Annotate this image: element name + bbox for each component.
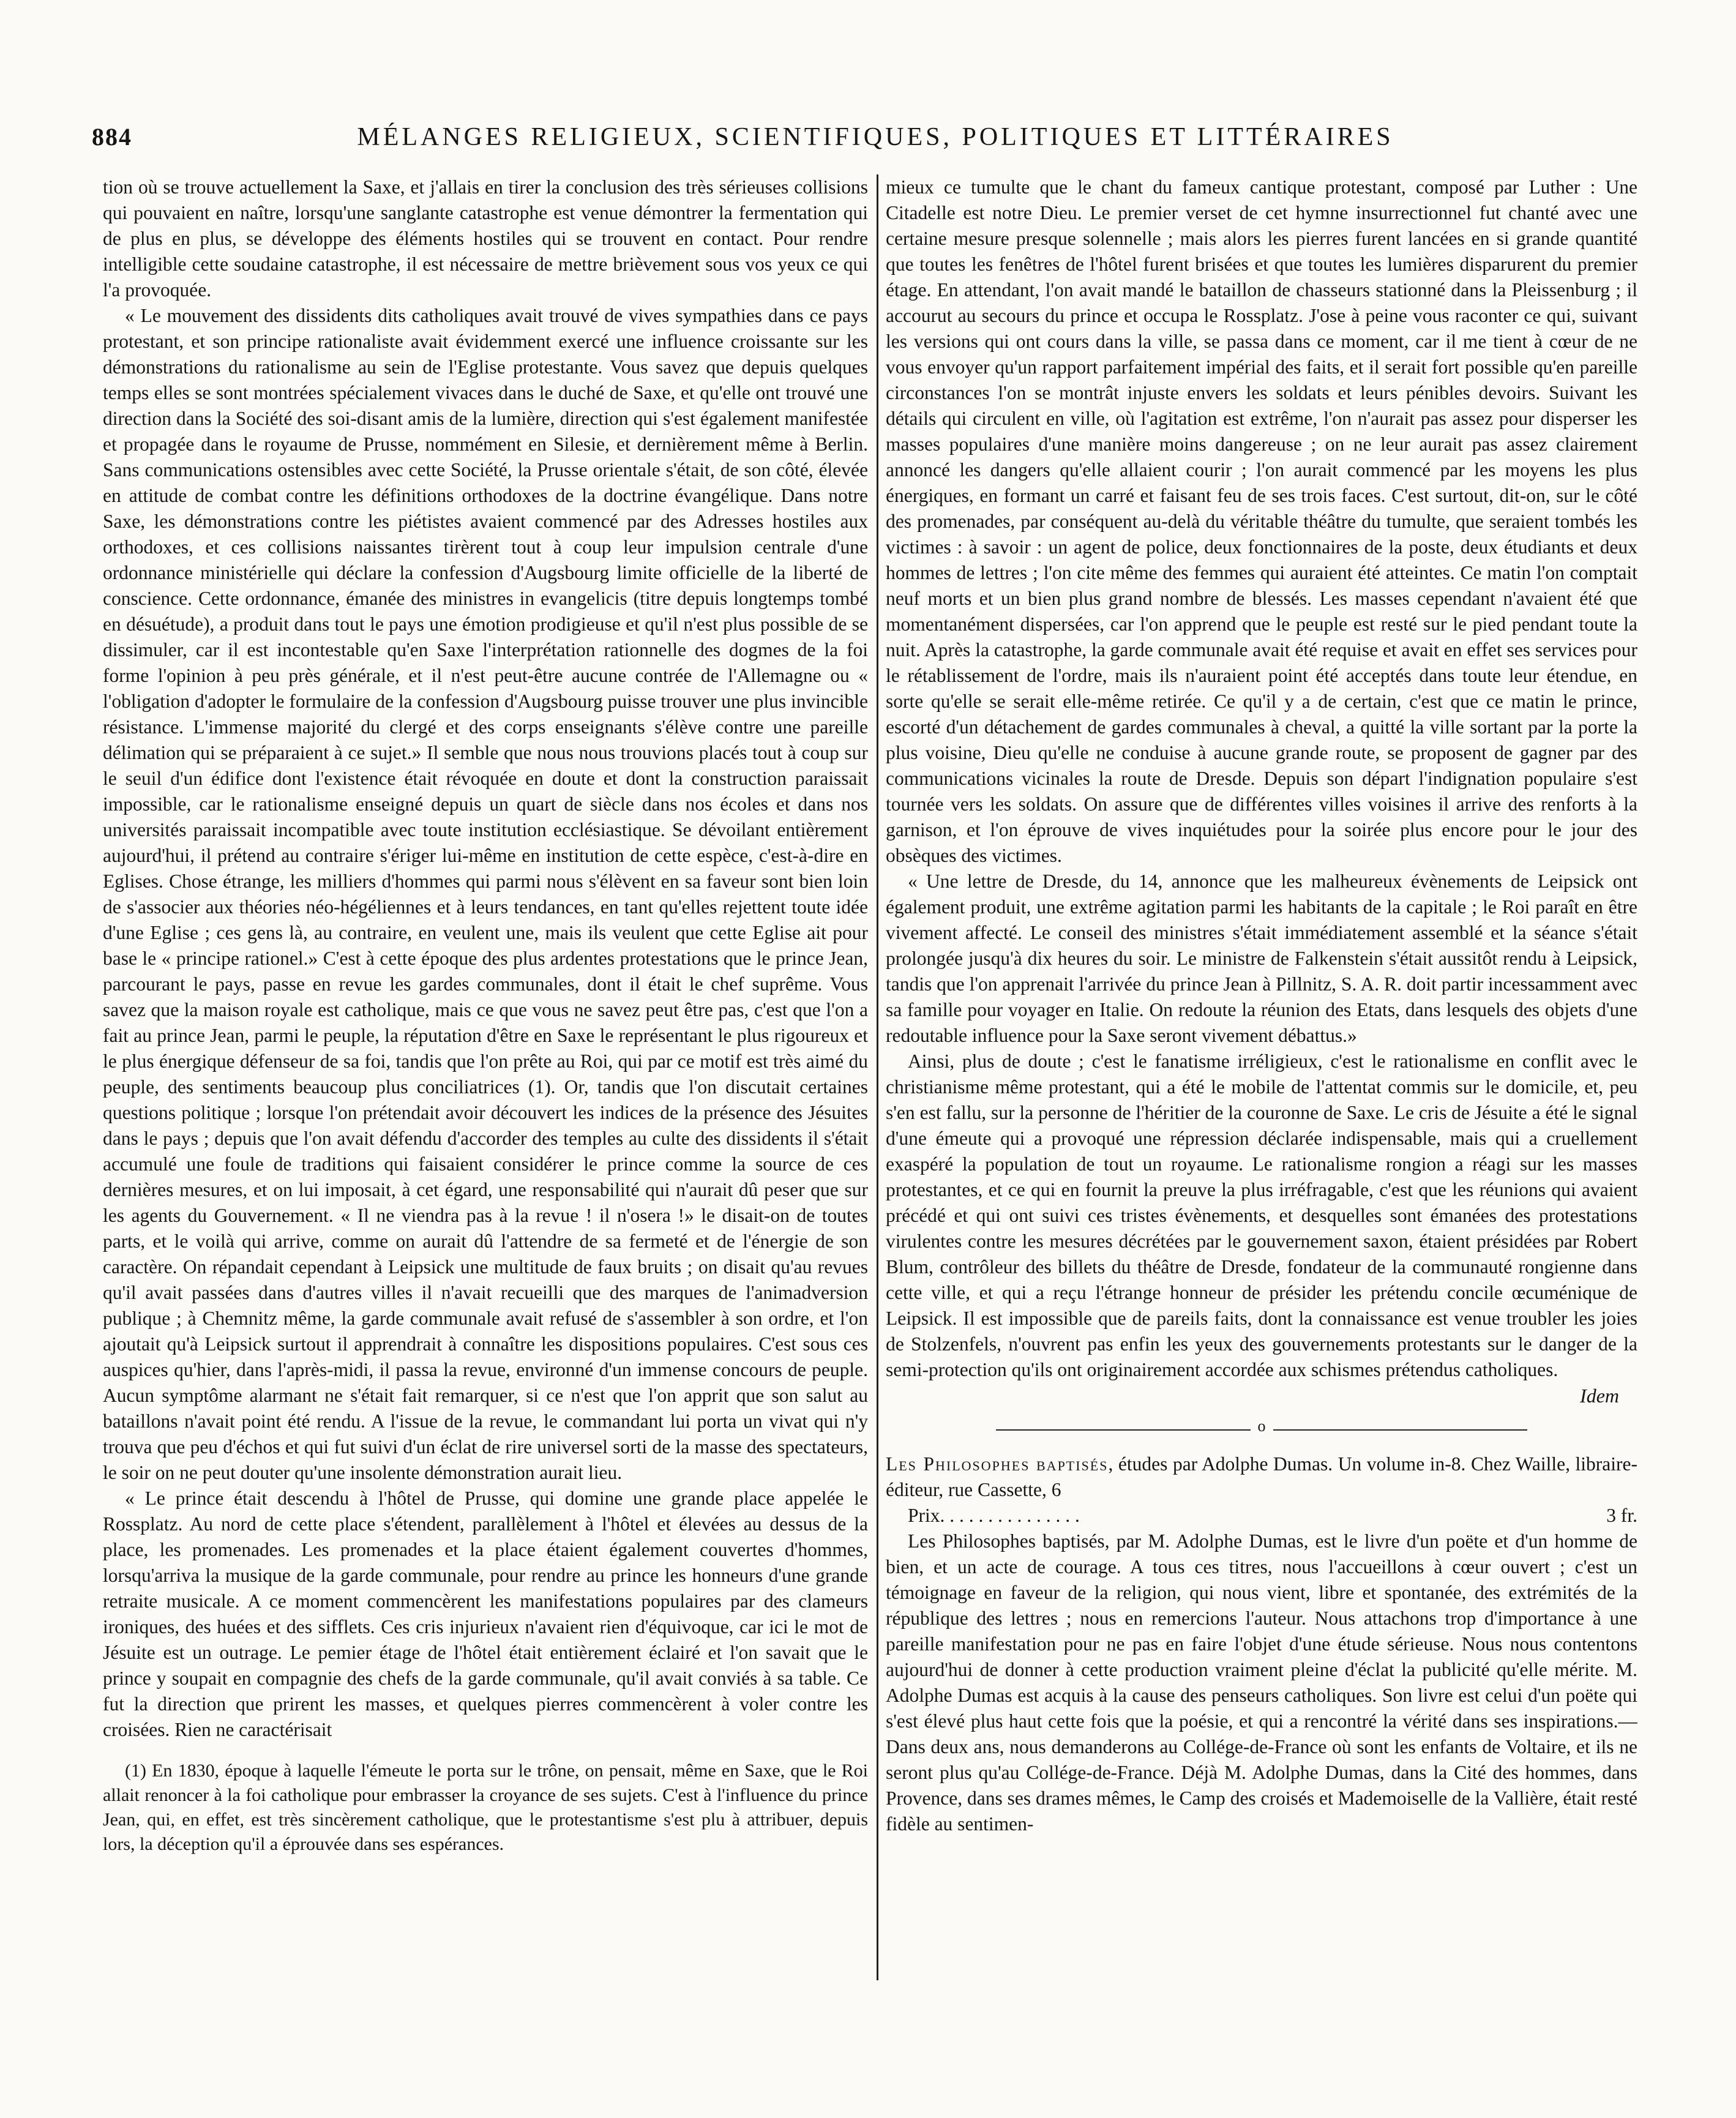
review-heading: [886, 1451, 1637, 1503]
review-text: Les Philosophes baptisés, par M. Adolphe Dumas, est le livre d'un poëte et d'un homme de bien, et un acte de courage. A tous ces titres, nous l'accueillons à cœur ouvert ; c'est un témoignage en faveur de la religion, qui nous vient, libre et spontanée, des extrémités de la république des lettres ; nous en remercions l'auteur. Nous attachons trop d'importance à une pareille manifestation pour ne pas en faire l'objet d'une étude sérieuse. Nous nous contentons aujourd'hui de donner à cette production vraiment pleine d'éclat la publicité qu'elle mérite. M. Adolphe Dumas est acquis à la cause des penseurs catholiques. Son livre est celui d'un poëte qui s'est élevé plus haut cette fois que la poésie, et qui a rencontré la vérité dans ses inspirations.—Dans deux ans, nous demanderons au Collége-de-France où sont les enfants de Voltaire, et ils ne seront plus qu'au Collége-de-France. Déjà M. Adolphe Dumas, dans la Cité des hommes, dans Provence, dans ses drames mêmes, le Camp des croisés et Mademoiselle de la Vallière, était resté fidèle au sentimen-: [886, 1530, 1637, 1835]
paragraph: tion où se trouve actuellement la Saxe, et j'allais en tirer la conclusion des très sérieuses collisions qui pouvaient en naître, lorsqu'une sanglante catastrophe est venue démontrer la fermentation qui de plus en plus, se développe des éléments hostiles qui se trouvent en contact. Pour rendre intelligible cette soudaine catastrophe, il est nécessaire de mettre brièvement sous vos yeux ce qui l'a provoquée.: [103, 176, 868, 301]
paragraph: Ainsi, plus de doute ; c'est le fanatisme irréligieux, c'est le rationalisme en conflit avec le christianisme même protestant, qui a été le mobile de l'attentat commis sur le domicile, et, peu s'en est fallu, sur la personne de l'héritier de la couronne de Saxe. Le cris de Jésuite a été le signal d'une émeute qui a provoqué une répression déclarée indispensable, mais qui a cruellement exaspéré la population de tout un royaume. Le rationalisme rongion a réagi sur les masses protestantes, et ce qui en fournit la preuve la plus irréfragable, c'est que les réunions qui avaient précédé et qui ont suivi ces tristes évènements, et desquelles sont émanées des protestations virulentes contre les mesures décrétées par le gouvernement saxon, étaient présidées par Robert Blum, contrôleur des billets du théâtre de Dresde, fondateur de la communauté rongienne dans cette ville, et qui a reçu l'étrange honneur de présider les prétendu concile œcuménique de Leipsick. Il est impossible que de pareils faits, dont la connaissance est venue troubler les joies de Stolzenfels, n'ouvrent pas enfin les yeux des gouvernements protestants sur le danger de la semi-protection qu'ils ont originairement accordée aux schismes prétendus catholiques.: [886, 1050, 1637, 1380]
signature: Idem: [1580, 1385, 1619, 1407]
price-label: Prix. . . . . . . . . . . . . . .: [908, 1505, 1080, 1526]
review-price: [886, 1503, 1637, 1529]
left-column: [103, 174, 868, 2029]
paragraph: « Une lettre de Dresde, du 14, annonce que les malheureux évènements de Leipsick ont également produit, une extrême agitation parmi les habitants de la capitale ; le Roi paraît en être vivement affecté. Le conseil des ministres s'était immédiatement assemblé et la séance s'était prolongée jusqu'à dix heures du soir. Le ministre de Falkenstein s'était aussitôt rendu à Leipsick, tandis que l'on apprenait l'arrivée du prince Jean à Pillnitz, S. A. R. doit partir incessamment avec sa famille pour voyager en Italie. On redoute la réunion des Etats, dans lesquels des objets d'une redoutable influence pour la Saxe seront vivement débattus.»: [886, 870, 1637, 1046]
price-value: 3 fr.: [1606, 1505, 1637, 1526]
footnote: (1) En 1830, époque à laquelle l'émeute le porta sur le trône, on pensait, même en Saxe, que le Roi allait renoncer à la foi catholique pour embrasser la croyance de ses sujets. C'est à l'influence du prince Jean, qui, en effet, est très sincèrement catholique, que le protestantisme s'est plu à attribuer, depuis lors, la déception qu'il a éprouvée dans ses espérances.: [103, 1761, 868, 1854]
running-header: [92, 122, 1659, 159]
paragraph: « Le prince était descendu à l'hôtel de Prusse, qui domine une grande place appelée le Rossplatz. Au nord de cette place s'étendent, parallèlement à l'hôtel et élevées au dessus de la place, les promenades. Les promenades et la place étaient également couvertes d'hommes, lorsqu'arriva la musique de la garde communale, pour rendre au prince les honneurs d'une grande retraite musicale. A ce moment commencèrent les manifestations populaires par des clameurs ironiques, des huées et des sifflets. Ces cris injurieux n'avaient rien d'équivoque, car ici le mot de Jésuite est un outrage. Le pemier étage de l'hôtel était entièrement éclairé et l'on savait que le prince y soupait en compagnie des chefs de la garde communale, qu'il avait conviés à sa table. Ce fut la direction que prirent les masses, et quelques pierres commencèrent à voler contre les croisées. Rien ne caractérisait: [103, 1487, 868, 1740]
separator-mark: o: [1251, 1417, 1273, 1435]
review-title: Les Philosophes baptisés: [886, 1453, 1109, 1475]
section-separator: [886, 1417, 1637, 1443]
column-divider: [877, 174, 878, 1980]
paragraph: « Le mouvement des dissidents dits catholiques avait trouvé de vives sympathies dans ce pays protestant, et son principe rationaliste avait évidemment exercé une influence croissante sur les démonstrations du rationalisme au sein de l'Eglise protestante. Vous savez que depuis quelques temps elles se sont montrées spécialement vivaces dans le duché de Saxe, et qu'elle ont trouvé une direction dans la Société des soi-disant amis de la lumière, direction qui s'est également manifestée et propagée dans le royaume de Prusse, nommément en Silesie, et dernièrement même à Berlin. Sans communications ostensibles avec cette Société, la Prusse orientale s'était, de son côté, élevée en attitude de combat contre les définitions orthodoxes de la doctrine évangélique. Dans notre Saxe, les démonstrations contre les piétistes avaient commencé par des Adresses hostiles aux orthodoxes, et ces collisions naissantes tirèrent tout à coup leur impulsion centrale d'une ordonnance ministérielle qui déclare la confession d'Augsbourg limite officielle de la liberté de conscience. Cette ordonnance, émanée des ministres in evangelicis (titre depuis longtemps tombé en désuétude), a produit dans tout le pays une émotion prodigieuse et qu'il n'est plus possible de se dissimuler, car il est incontestable qu'en Saxe l'interprétation rationnelle des dogmes de la foi forme l'opinion à peu près générale, et il n'est peut-être aucune contrée de l'Allemagne ou « l'obligation d'adopter le formulaire de la confession d'Augsbourg puisse trouver une plus invincible résistance. L'immense majorité du clergé et des corps enseignants s'élève contre une pareille délimation qui se préparaient à ce sujet.» Il semble que nous nous trouvions placés tout à coup sur le seuil d'un édifice dont l'existence était révoquée en doute et dont la construction paraissait impossible, car le rationalisme enseigné depuis un quart de siècle dans nos écoles et dans nos universités paraissait incompatible avec toute institution ecclésiastique. Se dévoilant entièrement aujourd'hui, il prétend au contraire s'ériger lui-même en institution de cette espèce, c'est-à-dire en Eglises. Chose étrange, les milliers d'hommes qui parmi nous s'élèvent en sa faveur sont bien loin de s'associer aux théories néo-hégéliennes et à leurs tendances, en tant qu'elles rejettent toute idée d'une Eglise ; ces gens là, au contraire, en veulent une, mais ils veulent que cette Eglise ait pour base le « principe rationel.» C'est à cette époque des plus ardentes protestations que le prince Jean, parcourant le pays, passe en revue les gardes communales, dont il était le chef suprême. Vous savez que la maison royale est catholique, mais ce que vous ne savez peut être pas, c'est que l'on a fait au prince Jean, parmi le peuple, la réputation d'être en Saxe le représentant le plus rigoureux et le plus énergique défenseur de sa foi, tandis que l'on prête au Roi, qui par ce motif est très aimé du peuple, des sentiments beaucoup plus conciliatrices (1). Or, tandis que l'on discutait certaines questions politique ; lorsque l'on prétendait avoir découvert les indices de la présence des Jésuites dans le pays ; depuis que l'on avait défendu d'accorder des temples au culte des dissidents il s'était accumulé une foule de traditions qui faisaient considérer le prince comme la source de ces dernières mesures, et on lui imposait, à cet égard, une responsabilité qui n'aurait dû peser que sur les agents du Gouvernement. « Il ne viendra pas à la revue ! il n'osera !» le disait-on de toutes parts, et le voilà qui arrive, comme on aurait dû l'attendre de sa fermeté et de l'énergie de son caractère. On répandait cependant à Leipsick une multitude de faux bruits ; on disait qu'au revues qu'il avait passées dans d'autres villes il n'avait recueilli que des marques de l'animadversion publique ; à Chemnitz même, la garde communale avait refusé de s'assembler à son ordre, et l'on ajoutait qu'à Leipsick surtout il apprendrait à connaître les dispositions populaires. C'est sous ces auspices qu'hier, dans l'après-midi, il passa la revue, environné d'un immense concours de peuple. Aucun symptôme alarmant ne s'était fait remarquer, si ce n'est que l'on apprit que son salut au bataillons n'avait point été rendu. A l'issue de la revue, le commandant lui porta un vivat qui n'y trouva que peu d'échos et qui fut suivi d'un éclat de rire universel sorti de la masse des spectateurs, le soir on ne peut douter qu'une insolente démonstration aurait lieu.: [103, 305, 868, 1483]
review-heading-rest: , études par Adolphe Dumas. Un volume in-8. Chez Waille, libraire-éditeur, rue Cassette, 6: [886, 1453, 1637, 1500]
running-title: MÉLANGES RELIGIEUX, SCIENTIFIQUES, POLITIQUES ET LITTÉRAIRES: [357, 123, 1394, 151]
right-column: [886, 174, 1637, 2029]
paragraph: mieux ce tumulte que le chant du fameux cantique protestant, composé par Luther : Une Citadelle est notre Dieu. Le premier verset de cet hymne insurrectionnel fut chanté avec une certaine mesure presque solennelle ; mais alors les pierres furent lancées en si grande quantité que toutes les fenêtres de l'hôtel furent brisées et que toutes les lumières disparurent du premier étage. En attendant, l'on avait mandé le bataillon de chasseurs stationné dans la Pleissenburg ; il accourut au secours du prince et occupa le Rossplatz. J'ose à peine vous raconter ce qui, suivant les versions qui ont cours dans la ville, se passa dans ce moment, car il me tient à cœur de ne vous envoyer qu'un rapport parfaitement impérial des faits, et il serait fort possible qu'en pareille circonstances l'on se montrât injuste envers les soldats et leurs pénibles devoirs. Suivant les détails qui circulent en ville, où l'agitation est extrême, l'on n'aurait pas assez pour disperser les masses populaires d'une manière moins dangereuse ; on ne leur aurait pas assez clairement annoncé les dangers qu'elle allaient courir ; l'on aurait commencé par les moyens les plus énergiques, en formant un carré et faisant feu de ses trois faces. C'est surtout, dit-on, sur le côté des promenades, par conséquent au-delà du véritable théâtre du tumulte, que seraient tombés les victimes : à savoir : un agent de police, deux fonctionnaires de la poste, deux étudiants et deux hommes de lettres ; l'on cite même des femmes qui auraient été atteintes. Ce matin l'on comptait neuf morts et un bien plus grand nombre de blessés. Les masses cependant n'avaient été que momentanément dispersées, car l'on apprend que le peuple est resté sur le pied pendant toute la nuit. Après la catastrophe, la garde communale avait été requise et avait en effet ses services pour le rétablissement de l'ordre, mais ils n'auraient point été acceptés dans toute leur étendue, en sorte qu'elle se serait elle-même retirée. Ce qu'il y a de certain, c'est que ce matin le prince, escorté d'un détachement de gardes communales à cheval, a quitté la ville sortant par la porte la plus voisine, Dieu qu'elle ne conduise à aucune grande route, se proposent de gagner par des communications vicinales la route de Dresde. Depuis son départ l'indignation populaire s'est tournée vers les soldats. On assure que de différentes villes voisines il arrive des renforts à la garnison, et l'on éprouve de vives inquiétudes pour la soirée plus encore pour le jour des obsèques des victimes.: [886, 176, 1637, 866]
page-number: 884: [92, 123, 132, 151]
